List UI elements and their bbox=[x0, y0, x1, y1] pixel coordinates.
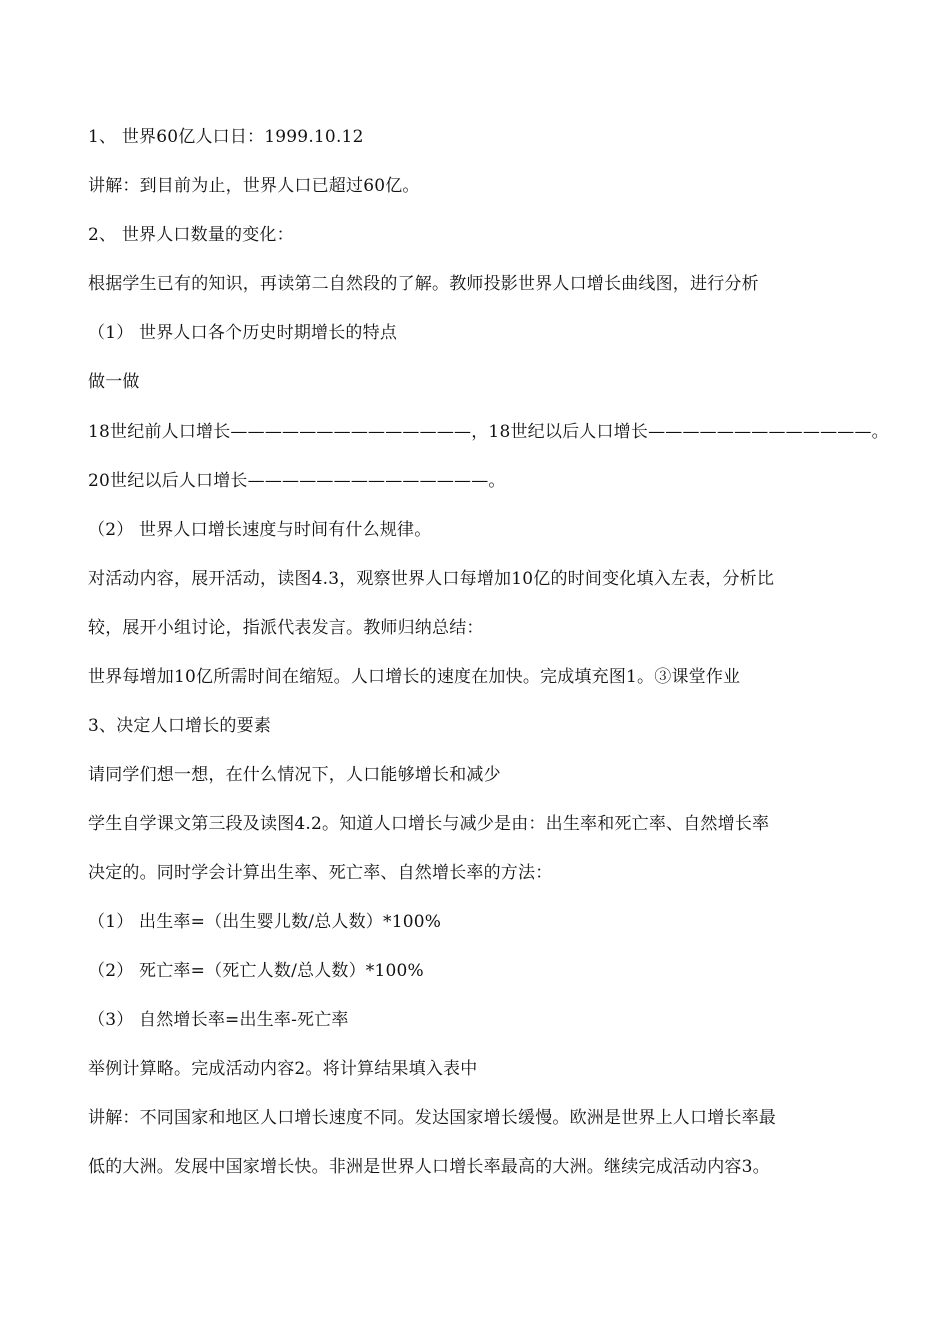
paragraph-line: 请同学们想一想，在什么情况下，人口能够增长和减少 bbox=[88, 765, 501, 785]
paragraph-line: 根据学生已有的知识，再读第二自然段的了解。教师投影世界人口增长曲线图，进行分析 bbox=[88, 274, 759, 294]
paragraph-line: 举例计算略。完成活动内容2。将计算结果填入表中 bbox=[88, 1059, 478, 1079]
formula-line: （2） 死亡率=（死亡人数/总人数）*100% bbox=[88, 961, 424, 981]
fill-in-line: 18世纪前人口增长——————————————，18世纪以后人口增长—————————————。 bbox=[88, 422, 889, 442]
paragraph-line: 学生自学课文第三段及读图4.2。知道人口增长与减少是由：出生率和死亡率、自然增长率 bbox=[88, 814, 770, 834]
paragraph-line: 较，展开小组讨论，指派代表发言。教师归纳总结： bbox=[88, 618, 484, 638]
subheading: （1） 世界人口各个历史时期增长的特点 bbox=[88, 323, 398, 343]
heading-1: 1、 世界60亿人口日：1999.10.12 bbox=[88, 127, 364, 147]
formula-line: （1） 出生率=（出生婴儿数/总人数）*100% bbox=[88, 912, 442, 932]
paragraph-line: 低的大洲。发展中国家增长快。非洲是世界人口增长率最高的大洲。继续完成活动内容3。 bbox=[88, 1157, 770, 1177]
paragraph-line: 做一做 bbox=[88, 372, 140, 392]
paragraph-line: 对活动内容，展开活动，读图4.3，观察世界人口每增加10亿的时间变化填入左表，分析比 bbox=[88, 569, 775, 589]
formula-line: （3） 自然增长率=出生率-死亡率 bbox=[88, 1010, 349, 1030]
fill-in-line: 20世纪以后人口增长——————————————。 bbox=[88, 471, 506, 491]
paragraph-line: 讲解：到目前为止，世界人口已超过60亿。 bbox=[88, 176, 420, 196]
heading-3: 3、决定人口增长的要素 bbox=[88, 716, 272, 736]
paragraph-line: 世界每增加10亿所需时间在缩短。人口增长的速度在加快。完成填充图1。③课堂作业 bbox=[88, 667, 741, 687]
heading-2: 2、 世界人口数量的变化： bbox=[88, 225, 294, 245]
paragraph-line: 决定的。同时学会计算出生率、死亡率、自然增长率的方法： bbox=[88, 863, 553, 883]
subheading: （2） 世界人口增长速度与时间有什么规律。 bbox=[88, 520, 432, 540]
paragraph-line: 讲解：不同国家和地区人口增长速度不同。发达国家增长缓慢。欧洲是世界上人口增长率最 bbox=[88, 1108, 776, 1128]
